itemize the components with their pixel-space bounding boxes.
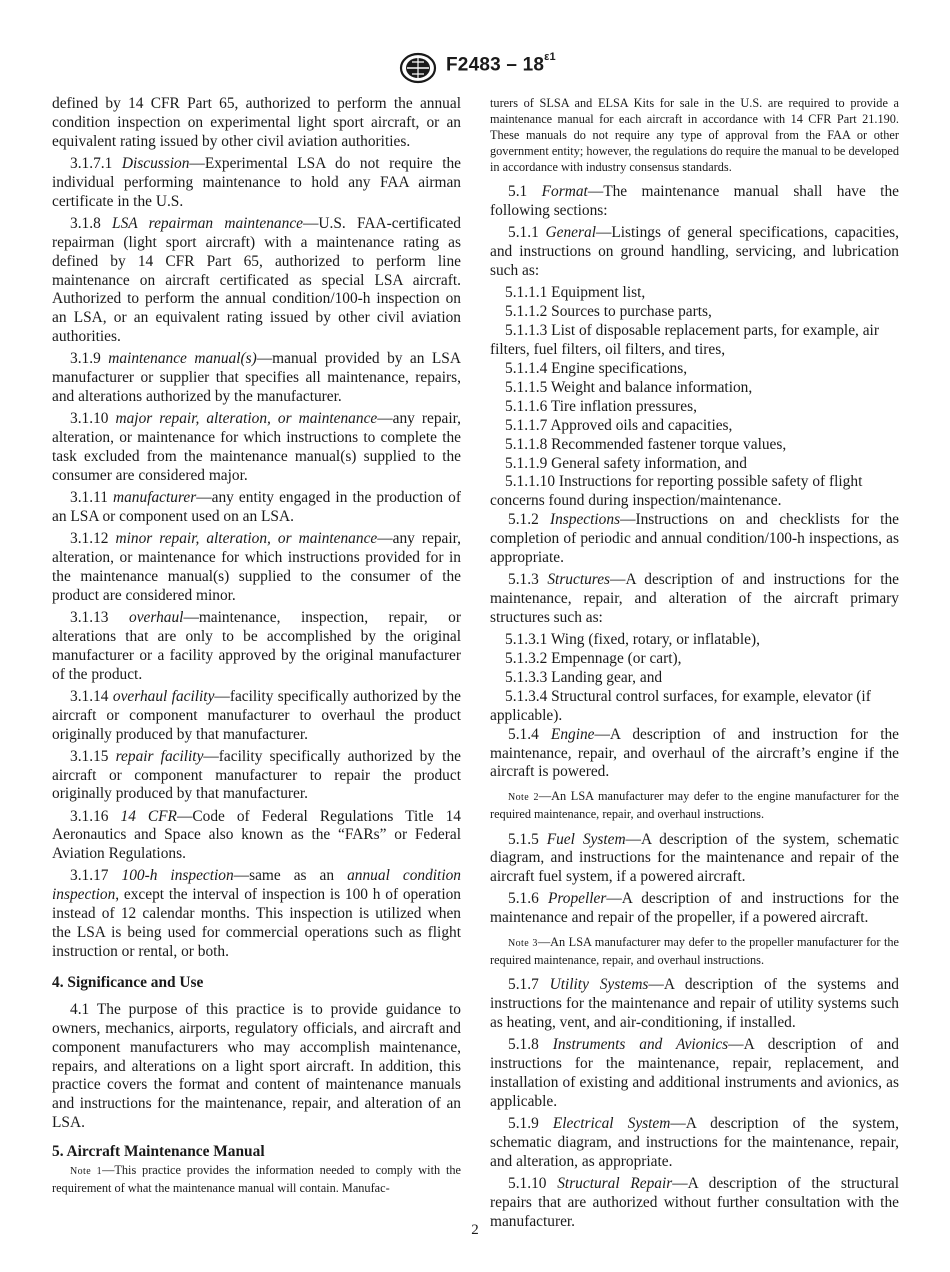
astm-logo-icon: [398, 52, 438, 84]
paragraph-3-1-12: 3.1.12 minor repair, alteration, or maintenance—any repair, alteration, or maintenance for which instructions provided for in the maintenance manual(s) supplied to the consumer of the product are considered minor.: [52, 530, 461, 604]
paragraph-5-1-9: 5.1.9 Electrical System—A description of the system, schematic diagram, and instructions for the maintenance, repair, and alteration, as appropriate.: [490, 1115, 899, 1170]
paragraph-3-1-15: 3.1.15 repair facility—facility specifically authorized by the aircraft or component manufacturer to repair the product originally produced by that manufacturer.: [52, 747, 461, 803]
paragraph-3-1-7-cont: defined by 14 CFR Part 65, authorized to perform the annual condition inspection on experimental light sport aircraft, or an equivalent rating issued by other civil aviation authorities.: [52, 95, 461, 150]
list-item: 5.1.1.10 Instructions for reporting possible safety of flight concerns found during inspection/maintenance.: [490, 473, 863, 510]
list-item: 5.1.3.2 Empennage (or cart),: [505, 649, 682, 667]
note-1-continued: turers of SLSA and ELSA Kits for sale in the U.S. are required to provide a maintenance manual for each aircraft in accordance with 14 CFR Part 21.190. These manuals do not require any type of approval from the FAA or other government entity; however, the regulations do require the manual to be developed in accordance with industry consensus standards.: [490, 96, 899, 175]
paragraph-5-1-1: 5.1.1 General—Listings of general specifications, capacities, and instructions on ground handling, servicing, and lubrication such as:: [490, 224, 899, 280]
paragraph-5-1-7: 5.1.7 Utility Systems—A description of the systems and instructions for the maintenance and repair of utility systems such as heating, vent, and air-conditioning, if installed.: [490, 976, 899, 1032]
paragraph-5-1-10: 5.1.10 Structural Repair—A description of the structural repairs that are authorized without further consultation with the manufacturer.: [490, 1175, 899, 1230]
list-item: 5.1.1.3 List of disposable replacement parts, for example, air filters, fuel filters, oil filters, and tires,: [490, 322, 879, 359]
list-item: 5.1.1.9 General safety information, and: [505, 454, 747, 472]
document-designation: $F2483 - 18^{\varepsilon 1}$: [446, 51, 556, 76]
paragraph-3-1-11: 3.1.11 manufacturer—any entity engaged in the production of an LSA or component used on an LSA.: [52, 489, 461, 525]
paragraph-5-1-2: 5.1.2 Inspections—Instructions on and checklists for the completion of periodic and annual condition/100-h inspections, as appropriate.: [490, 511, 899, 567]
note-1: Note 1—This practice provides the information needed to comply with the requirement of what the maintenance manual will contain. Manufac-: [52, 1163, 461, 1196]
paragraph-3-1-10: 3.1.10 major repair, alteration, or maintenance—any repair, alteration, or maintenance for which instructions to complete the task excluded from the maintenance manual(s) supplied to the consumer are considered major.: [52, 410, 461, 484]
list-item: 5.1.1.8 Recommended fastener torque values,: [505, 435, 787, 453]
list-item: 5.1.3.3 Landing gear, and: [505, 668, 663, 686]
list-item: 5.1.1.5 Weight and balance information,: [505, 378, 753, 396]
page-header: [0, 52, 950, 82]
note-3: Note 3—An LSA manufacturer may defer to the propeller manufacturer for the required maintenance, repair, and overhaul instructions.: [490, 935, 899, 968]
paragraph-5-1-5: 5.1.5 Fuel System—A description of the system, schematic diagram, and instructions for the maintenance and repair of the aircraft fuel system, if a powered aircraft.: [490, 830, 899, 886]
paragraph-3-1-7-1: 3.1.7.1 Discussion—Experimental LSA do not require the individual performing maintenance to hold any FAA airman certificate in the U.S.: [52, 154, 461, 210]
paragraph-3-1-13: 3.1.13 overhaul—maintenance, inspection, repair, or alterations that are only to be accomplished by the original manufacturer or a facility approved by the original manufacturer of the product.: [52, 608, 461, 683]
right-column: [490, 95, 899, 1235]
page-number: 2: [471, 1222, 479, 1238]
list-item: 5.1.1.1 Equipment list,: [505, 284, 646, 302]
list-item: 5.1.1.4 Engine specifications,: [505, 360, 688, 377]
list-item: 5.1.1.7 Approved oils and capacities,: [505, 416, 733, 434]
list-item: 5.1.1.6 Tire inflation pressures,: [505, 397, 697, 415]
paragraph-5-1-8: 5.1.8 Instruments and Avionics—A description of and instructions for the maintenance, repair, replacement, and installation of existing and additional instruments and avionics, as applicable.: [490, 1036, 899, 1111]
section-heading-5: 5. Aircraft Maintenance Manual: [52, 1143, 265, 1161]
paragraph-5-1-4: 5.1.4 Engine—A description of and instruction for the maintenance, repair, and overhaul of the aircraft’s engine if the aircraft is powered.: [490, 725, 899, 781]
section-heading-4: 4. Significance and Use: [52, 973, 204, 991]
list-item: 5.1.3.1 Wing (fixed, rotary, or inflatable),: [505, 631, 760, 649]
note-2: Note 2—An LSA manufacturer may defer to the engine manufacturer for the required maintenance, repair, and overhaul instructions.: [490, 789, 900, 822]
paragraph-5-1-3: 5.1.3 Structures—A description of and instructions for the maintenance, repair, and alteration of the aircraft primary structures such as:: [490, 571, 899, 626]
left-column: [52, 95, 461, 1204]
paragraph-3-1-9: 3.1.9 maintenance manual(s)—manual provided by an LSA manufacturer or supplier that specifies all maintenance, repairs, and alterations authorized by the manufacturer.: [52, 350, 461, 406]
paragraph-3-1-17: 3.1.17 100-h inspection—same as an annual condition inspection, except the interval of inspection is 100 h of operation instead of 12 calendar months. This inspection is utilized when the LSA is being used for commercial operations such as flight instruction or rental, or both.: [52, 867, 461, 961]
paragraph-3-1-14: 3.1.14 overhaul facility—facility specifically authorized by the aircraft or component manufacturer to overhaul the product originally produced by that manufacturer.: [52, 687, 461, 743]
list-item: 5.1.1.2 Sources to purchase parts,: [505, 303, 712, 321]
list-item: 5.1.3.4 Structural control surfaces, for example, elevator (if applicable).: [490, 687, 871, 724]
paragraph-4-1: 4.1 The purpose of this practice is to provide guidance to owners, mechanics, airports, regulatory officials, and aircraft and component manufacturers who may accomplish maintenance, repairs, and alterations on a light sport aircraft. In addition, this practice covers the format and content of maintenance manuals and instructions for the maintenance, repair, and alteration of an LSA.: [52, 1000, 461, 1132]
paragraph-3-1-16: 3.1.16 14 CFR—Code of Federal Regulations Title 14 Aeronautics and Space also known as the “FARs” or Federal Aviation Regulations.: [52, 807, 461, 863]
paragraph-5-1-6: 5.1.6 Propeller—A description of and instructions for the maintenance and repair of the propeller, if a powered aircraft.: [490, 890, 899, 927]
paragraph-3-1-8: 3.1.8 LSA repairman maintenance—U.S. FAA-certificated repairman (light sport aircraft) with a maintenance rating as defined by 14 CFR Part 65, authorized to perform line maintenance on aircraft certificated as special LSA aircraft. Authorized to perform the annual condition/100-h inspection on an LSA, or an equivalent rating issued by other civil aviation authorities.: [52, 214, 461, 346]
paragraph-5-1: 5.1 Format—The maintenance manual shall have the following sections:: [490, 183, 899, 220]
